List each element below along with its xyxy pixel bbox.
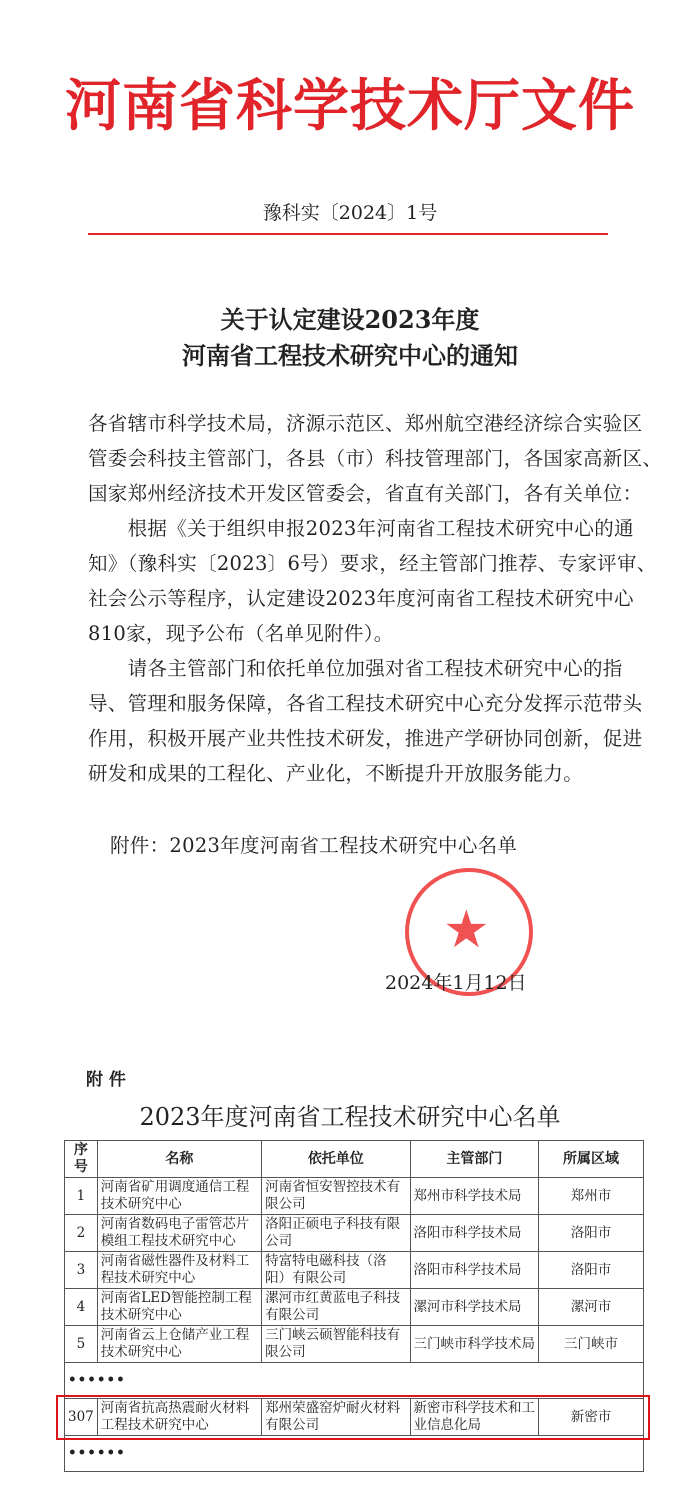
body-line: 知》（豫科实〔2023〕6号）要求，经主管部门推荐、专家评审、: [88, 552, 657, 575]
table-cell: 新密市科学技术和工业信息化局: [410, 1399, 539, 1436]
table-cell: 2: [65, 1215, 98, 1252]
table-cell: 漯河市红黄蓝电子科技有限公司: [262, 1289, 410, 1326]
table-cell: 三门峡市: [539, 1326, 644, 1363]
table-row: [65, 1215, 644, 1252]
body-line: 各省辖市科学技术局，济源示范区、郑州航空港经济综合实验区: [88, 412, 643, 435]
body-line: 请各主管部门和依托单位加强对省工程技术研究中心的指: [88, 657, 623, 680]
ellipsis-row: ••••••: [65, 1436, 644, 1472]
table-cell: 漯河市: [539, 1289, 644, 1326]
table-cell: 河南省矿用调度通信工程技术研究中心: [97, 1178, 261, 1215]
table-cell: 三门峡市科学技术局: [410, 1326, 539, 1363]
table-cell: 洛阳正硕电子科技有限公司: [262, 1215, 410, 1252]
column-header: 所属区域: [539, 1141, 644, 1178]
table-cell: 河南省LED智能控制工程技术研究中心: [97, 1289, 261, 1326]
table-cell: 郑州荣盛窑炉耐火材料有限公司: [262, 1399, 410, 1436]
table-cell: 洛阳市: [539, 1215, 644, 1252]
document-number: 豫科实〔2024〕1号: [262, 202, 438, 224]
table-cell: 河南省云上仓储产业工程技术研究中心: [97, 1326, 261, 1363]
table-cell: 4: [65, 1289, 98, 1326]
issue-date: 2024年1月12日: [385, 972, 527, 994]
body-line: 根据《关于组织申报2023年河南省工程技术研究中心的通: [88, 517, 634, 540]
body-line: 导、管理和服务保障，各省工程技术研究中心充分发挥示范带头: [88, 692, 643, 715]
body-line: 社会公示等程序，认定建设2023年度河南省工程技术研究中心: [88, 587, 634, 610]
highlight-box: [56, 1395, 650, 1440]
table-cell: 洛阳市科学技术局: [410, 1252, 539, 1289]
body-line: 810家，现予公布（名单见附件）。: [88, 622, 394, 645]
star-icon: ★: [443, 900, 490, 960]
table-cell: 3: [65, 1252, 98, 1289]
table-cell: 河南省恒安智控技术有限公司: [262, 1178, 410, 1215]
annex-title: 2023年度河南省工程技术研究中心名单: [139, 1103, 561, 1131]
document-header-title: 河南省科学技术厅文件: [65, 74, 635, 139]
body-line: 研发和成果的工程化、产业化，不断提升开放服务能力。: [88, 762, 584, 785]
notice-title-line-2: 河南省工程技术研究中心的通知: [182, 341, 518, 370]
body-line: 作用，积极开展产业共性技术研发，推进产学研协同创新，促进: [88, 727, 643, 750]
table-row: [65, 1326, 644, 1363]
table-cell: 河南省抗高热震耐火材料工程技术研究中心: [97, 1399, 261, 1436]
body-line: 国家郑州经济技术开发区管委会，省直有关部门，各有关单位：: [88, 482, 643, 505]
table-cell: 洛阳市科学技术局: [410, 1215, 539, 1252]
column-header: 主管部门: [410, 1141, 539, 1178]
table-row: [65, 1252, 644, 1289]
annex-label: 附 件: [86, 1070, 126, 1090]
body-line: 管委会科技主管部门，各县（市）科技管理部门，各国家高新区、: [88, 447, 663, 470]
table-cell: 新密市: [539, 1399, 644, 1436]
table-cell: 5: [65, 1326, 98, 1363]
column-header: 名称: [97, 1141, 261, 1178]
table-cell: 洛阳市: [539, 1252, 644, 1289]
column-header: 序号: [65, 1141, 98, 1178]
table-cell: 郑州市科学技术局: [410, 1178, 539, 1215]
table-row: [65, 1178, 644, 1215]
table-cell: 特富特电磁科技（洛阳）有限公司: [262, 1252, 410, 1289]
column-header: 依托单位: [262, 1141, 410, 1178]
table-row: [65, 1289, 644, 1326]
table-cell: 河南省数码电子雷管芯片模组工程技术研究中心: [97, 1215, 261, 1252]
table-cell: 1: [65, 1178, 98, 1215]
ellipsis-row: ••••••: [65, 1363, 644, 1399]
notice-title-line-1: 关于认定建设2023年度: [220, 305, 480, 334]
attachment-note: 附件：2023年度河南省工程技术研究中心名单: [110, 834, 518, 857]
table-cell: 郑州市: [539, 1178, 644, 1215]
table-cell: 307: [65, 1399, 98, 1436]
header-divider: [88, 233, 608, 235]
table-cell: 河南省磁性器件及材料工程技术研究中心: [97, 1252, 261, 1289]
table-cell: 漯河市科学技术局: [410, 1289, 539, 1326]
table-cell: 三门峡云硕智能科技有限公司: [262, 1326, 410, 1363]
